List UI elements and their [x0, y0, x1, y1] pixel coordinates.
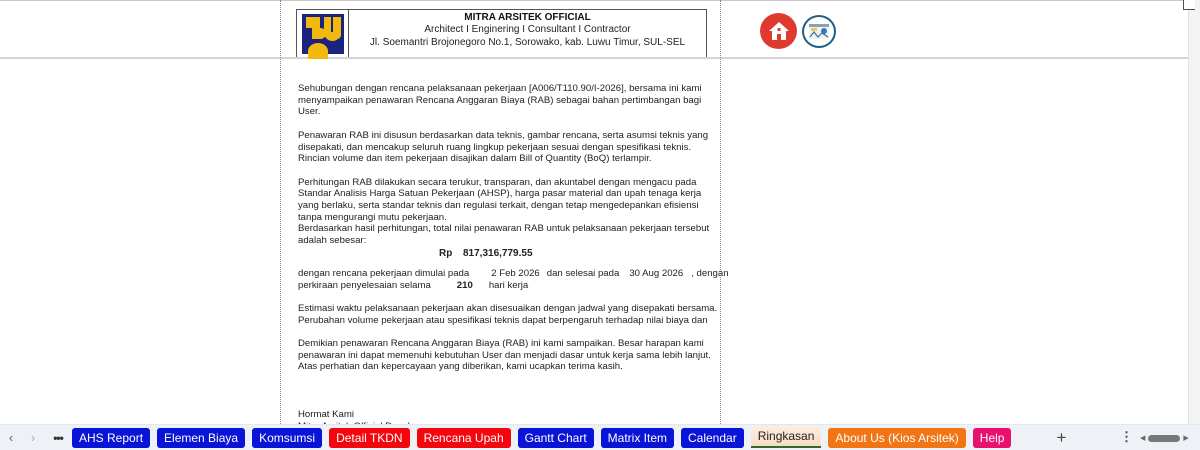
- schedule-suffix: , dengan: [691, 267, 729, 279]
- schedule-prefix: dengan rencana pekerjaan dimulai pada: [298, 267, 470, 279]
- closing-greeting: Hormat Kami: [298, 409, 354, 420]
- sheet-tab-bar: [0, 424, 1200, 450]
- paragraph-estimation: Estimasi waktu pelaksanaan pekerjaan akan disesuaikan dengan jadwal yang disepakati bersama. Perubahan volume pekerjaan atau spesifikasi teknis dapat berpengaruh terhadap nilai biaya dan: [298, 302, 718, 326]
- tab-komsumsi[interactable]: Komsumsi: [252, 428, 322, 448]
- tab-help[interactable]: Help: [973, 428, 1012, 448]
- company-info: [349, 10, 706, 57]
- duration-days: 210: [456, 279, 473, 291]
- selected-cell-corner: [1183, 0, 1195, 10]
- paragraph-total-intro: Berdasarkan hasil perhitungan, total nilai penawaran RAB untuk pelaksanaan pekerjaan tersebut adalah sebesar:: [298, 223, 710, 247]
- paragraph-intro: Sehubungan dengan rencana pelaksanaan pekerjaan [A006/T110.90/I-2026], bersama ini kami menyampaikan penawaran Rencana Anggaran Biaya (RAB) sebagai bahan pertimbangan bagi User.: [298, 83, 702, 118]
- letterhead: [296, 9, 707, 57]
- end-date: 30 Aug 2026: [629, 267, 684, 279]
- schedule-line: [298, 267, 729, 280]
- page-break-left: [280, 0, 281, 424]
- next-sheet-button[interactable]: ›: [30, 430, 36, 445]
- home-icon: [768, 21, 790, 41]
- total-amount: [298, 247, 718, 260]
- schedule-mid: dan selesai pada: [546, 267, 620, 279]
- duration-prefix: perkiraan penyelesaian selama: [298, 279, 431, 291]
- horizontal-scrollbar[interactable]: [1140, 431, 1192, 445]
- company-name: MITRA ARSITEK OFFICIAL: [464, 12, 591, 23]
- duration-line: [298, 280, 718, 292]
- add-sheet-button[interactable]: +: [1056, 427, 1067, 447]
- more-sheets-button[interactable]: •••: [53, 430, 63, 445]
- paragraph-basis: Penawaran RAB ini disusun berdasarkan data teknis, gambar rencana, serta asumsi teknis yang disepakati, dan mencakup seluruh ruang lingkup pekerjaan sesuai dengan spesifikasi teknis. Rincian volume dan item pekerjaan disajikan dalam Bill of Quantity (BoQ) terlampir.: [298, 129, 709, 165]
- tab-gantt-chart[interactable]: Gantt Chart: [518, 428, 594, 448]
- grid-top-border: [0, 0, 1188, 1]
- gallery-icon: [809, 24, 829, 39]
- tab-options-icon[interactable]: ⋮: [1120, 429, 1133, 444]
- paragraph-calculation: Perhitungan RAB dilakukan secara terukur, transparan, dan akuntabel dengan mengacu pada Standar Analisis Harga Satuan Pekerjaan (AHSP), harga pasar material dan upah tenaga kerja yang berlaku, serta standar teknis dan regulasi terkait, dengan tetap mengedepankan efisiensi tanpa mengurangi mutu pekerjaan.: [298, 176, 702, 223]
- tab-about-us[interactable]: About Us (Kios Arsitek): [828, 428, 965, 448]
- scroll-thumb[interactable]: [1148, 435, 1180, 442]
- tab-detail-tkdn[interactable]: Detail TKDN: [329, 428, 409, 448]
- vertical-scrollbar[interactable]: [1188, 0, 1200, 424]
- tab-calendar[interactable]: Calendar: [681, 428, 744, 448]
- company-address: Jl. Soemantri Brojonegoro No.1, Sorowako, kab. Luwu Timur, SUL-SEL: [369, 37, 686, 48]
- home-button[interactable]: [760, 13, 797, 49]
- page-break-right: [720, 0, 721, 424]
- scroll-right-icon[interactable]: ▶: [1183, 435, 1189, 442]
- duration-unit: hari kerja: [488, 279, 529, 291]
- currency-label: Rp: [439, 247, 453, 259]
- letter-body: [298, 83, 729, 385]
- pupr-logo-icon: [302, 14, 344, 54]
- company-tagline: Architect I Enginering I Consultant I Contractor: [424, 24, 631, 35]
- tab-rencana-upah[interactable]: Rencana Upah: [417, 428, 511, 448]
- tab-elemen-biaya[interactable]: Elemen Biaya: [157, 428, 245, 448]
- scroll-left-icon[interactable]: ◀: [1140, 435, 1146, 442]
- tab-matrix-item[interactable]: Matrix Item: [601, 428, 674, 448]
- freeze-pane-line: [0, 57, 1188, 59]
- start-date: 2 Feb 2026: [491, 267, 540, 279]
- logo-cell: [297, 10, 349, 57]
- paragraph-closing: Demikian penawaran Rencana Anggaran Biaya (RAB) ini kami sampaikan. Besar harapan kami penawaran ini dapat memenuhi kebutuhan User dan menjadi dasar untuk kerja sama lebih lanjut. Atas perhatian dan kepercayaan yang diberikan, kami ucapkan terima kasih.: [298, 338, 711, 373]
- prev-sheet-button[interactable]: ‹: [8, 430, 14, 445]
- gallery-button[interactable]: [802, 15, 836, 48]
- tab-ahs-report[interactable]: AHS Report: [72, 428, 150, 448]
- tab-ringkasan[interactable]: Ringkasan: [751, 426, 822, 448]
- amount-value: 817,316,779.55: [463, 247, 533, 259]
